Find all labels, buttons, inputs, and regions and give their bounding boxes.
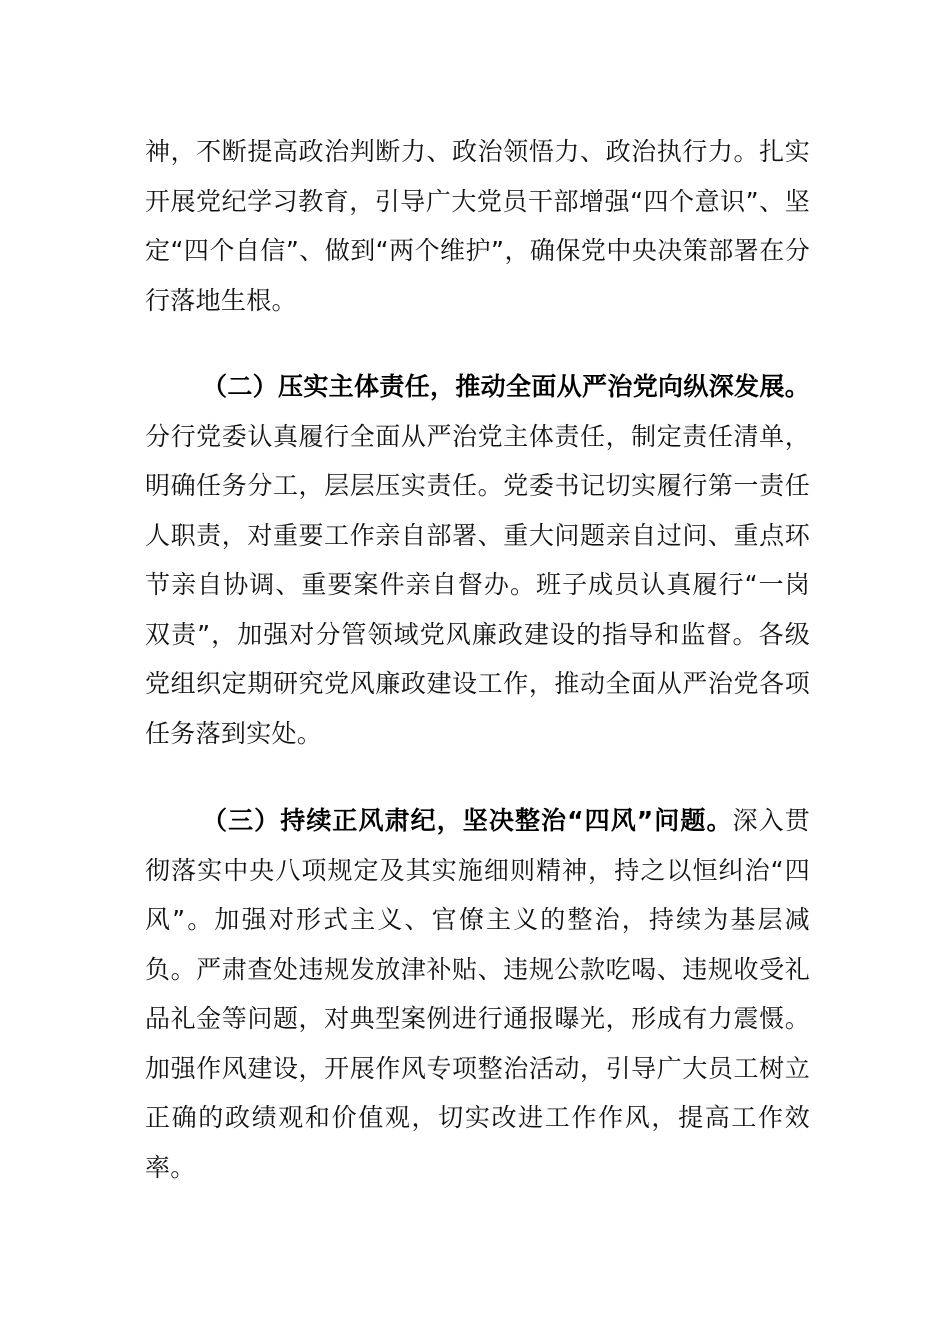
paragraph-2-body: 分行党委认真履行全面从严治党主体责任，制定责任清单，明确任务分工，层层压实责任。党委书记切实履行第一责任人职责，对重要工作亲自部署、重大问题亲自过问、重点环节亲自协调、重要案件亲自督办。班子成员认真履行“一岗双责”，加强对分管领域党风廉政建设的指导和监督。各级党组织定期研究党风廉政建设工作，推动全面从严治党各项任务落到实处。 [145,421,810,748]
paragraph-2-heading: （二）压实主体责任，推动全面从严治党向纵深发展。 [202,372,810,401]
paragraph-3-heading: （三）持续正风肃纪，坚决整治“四风”问题。 [202,806,733,835]
paragraph-3-body: 深入贯彻落实中央八项规定及其实施细则精神，持之以恒纠治“四风”。加强对形式主义、官僚主义的整治，持续为基层减负。严肃查处违规发放津补贴、违规公款吃喝、违规收受礼品礼金等问题，对典型案例进行通报曝光，形成有力震慑。加强作风建设，开展作风专项整治活动，引导广大员工树立正确的政绩观和价值观，切实改进工作作风，提高工作效率。 [145,806,810,1182]
paragraph-1 [145,127,810,325]
paragraph-1-body: 神，不断提高政治判断力、政治领悟力、政治执行力。扎实开展党纪学习教育，引导广大党员干部增强“四个意识”、坚定“四个自信”、做到“两个维护”，确保党中央决策部署在分行落地生根。 [145,137,810,315]
paragraph-3 [145,796,810,1192]
paragraph-2 [145,362,810,758]
